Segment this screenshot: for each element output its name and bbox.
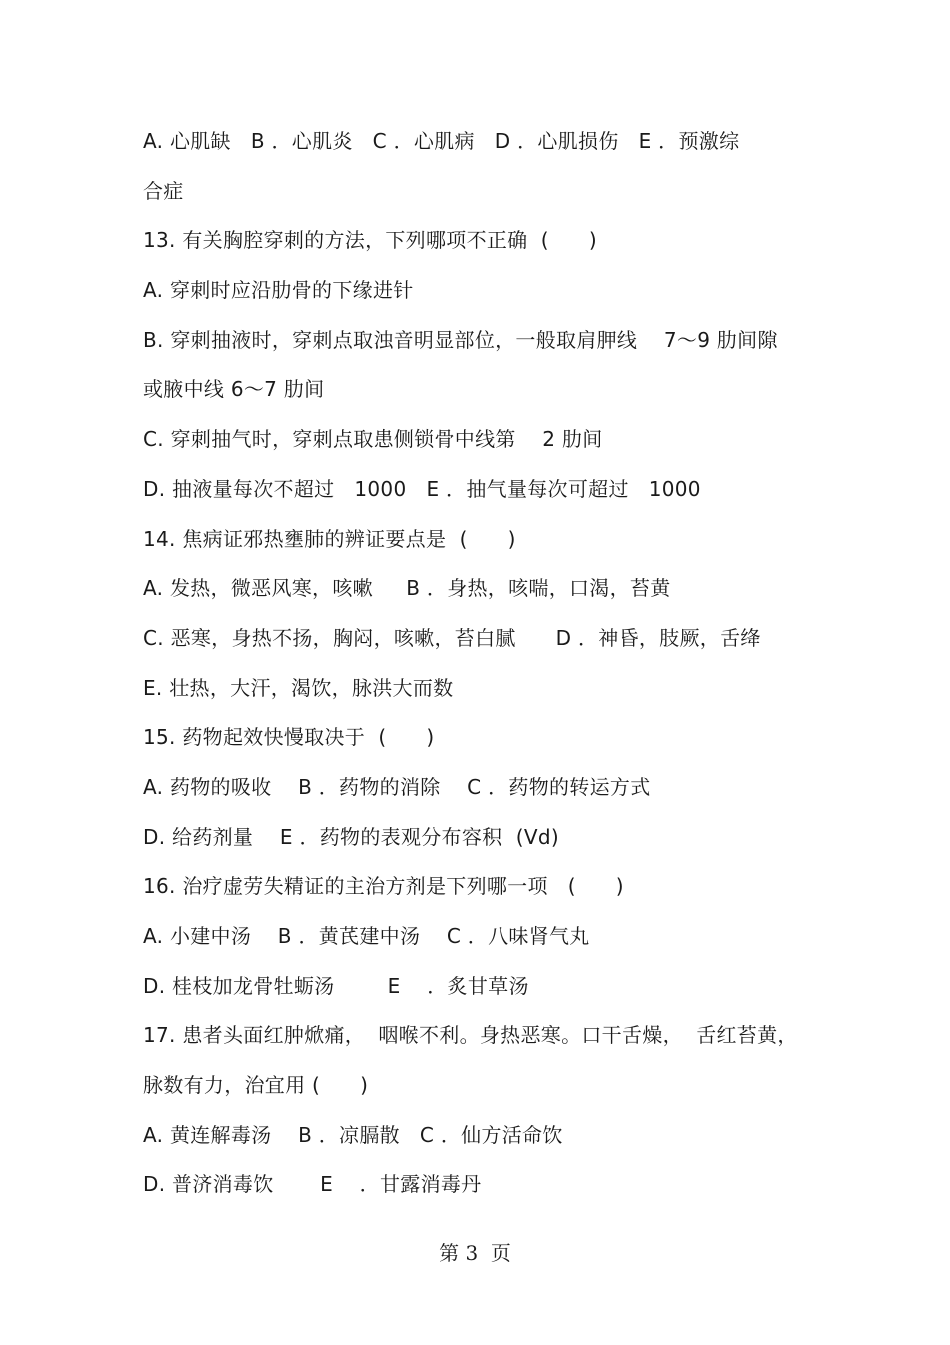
option-line: A. 药物的吸收 B ．药物的消除 C ．药物的转运方式 <box>143 774 651 799</box>
option-line: C. 恶寒，身热不扬，胸闷，咳嗽，苔白腻 D ．神昏，肢厥，舌绛 <box>143 625 761 650</box>
question-16: 16. 治疗虚劳失精证的主治方剂是下列哪一项 ( ) <box>143 874 624 899</box>
text-line: 或腋中线 6～7 肋间 <box>143 377 325 402</box>
option-line: B. 穿刺抽液时，穿刺点取浊音明显部位，一般取肩胛线 7～9 肋间隙 <box>143 327 778 352</box>
text-line: A. 心肌缺 B ．心肌炎 C ．心肌病 D ．心肌损伤 E ．预激综 <box>143 129 740 153</box>
question-13: 13. 有关胸腔穿刺的方法，下列哪项不正确 ( ) <box>143 228 597 253</box>
option-line: D. 桂枝加龙骨牡蛎汤 E ．炙甘草汤 <box>143 973 529 998</box>
text-line: 脉数有力，治宜用 ( ) <box>143 1073 369 1098</box>
text-line: 合症 <box>143 178 184 203</box>
option-line: D. 普济消毒饮 E ．甘露消毒丹 <box>143 1172 482 1197</box>
option-line: A. 黄连解毒汤 B ．凉膈散 C ．仙方活命饮 <box>143 1122 563 1147</box>
document-body <box>143 122 823 1215</box>
option-line: A. 发热，微恶风寒，咳嗽 B ．身热，咳喘，口渴，苔黄 <box>143 576 671 601</box>
option-line: D. 抽液量每次不超过 1000 E ．抽气量每次可超过 1000 <box>143 476 701 501</box>
option-line: A. 穿刺时应沿肋骨的下缘进针 <box>143 278 414 303</box>
option-line: C. 穿刺抽气时，穿刺点取患侧锁骨中线第 2 肋间 <box>143 427 603 452</box>
option-line: E. 壮热，大汗，渴饮，脉洪大而数 <box>143 675 454 700</box>
question-15: 15. 药物起效快慢取决于 ( ) <box>143 725 435 750</box>
page-number: 第 3 页 <box>439 1241 511 1265</box>
option-line: D. 给药剂量 E ．药物的表观分布容积 (Vd) <box>143 824 559 849</box>
option-line: A. 小建中汤 B ．黄芪建中汤 C ．八味肾气丸 <box>143 924 590 948</box>
question-17: 17. 患者头面红肿焮痛， 咽喉不利。身热恶寒。口干舌燥， 舌红苔黄， <box>143 1023 798 1048</box>
question-14: 14. 焦病证邪热壅肺的辨证要点是 ( ) <box>143 526 516 551</box>
